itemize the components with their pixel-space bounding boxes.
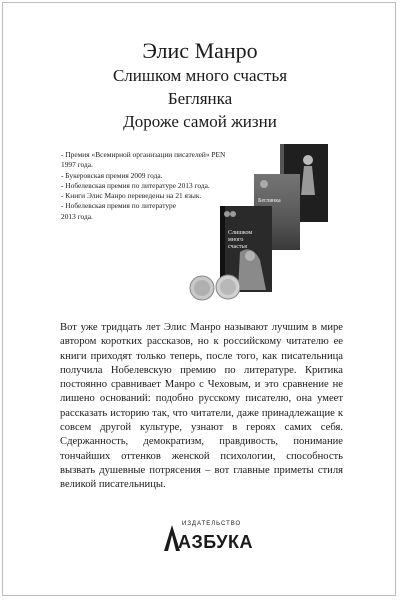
publisher-label: ИЗДАТЕЛЬСТВО bbox=[182, 521, 242, 527]
publisher-name: АЗБУКА bbox=[178, 532, 253, 552]
author-name: Элис Манро bbox=[142, 38, 258, 63]
publisher-logo bbox=[160, 521, 253, 561]
middle-cover-title: Беглянка bbox=[258, 198, 281, 204]
award-item: - Букеровская премия 2009 года. bbox=[61, 170, 163, 180]
book-title-1: Слишком много счастья bbox=[112, 66, 288, 85]
book-title-3: Дороже самой жизни bbox=[123, 112, 277, 131]
award-item: - Премия «Всемирной организации писателей» PEN 1997 года. bbox=[61, 150, 226, 170]
svg-text:много: много bbox=[228, 237, 244, 243]
book-covers-illustration bbox=[180, 140, 350, 310]
svg-text:Слишком: Слишком bbox=[228, 230, 253, 236]
award-item: - Книги Элис Манро переведены на 21 язык. bbox=[61, 191, 202, 201]
award-item: - Нобелевская премия по литературе 2013 года. bbox=[61, 180, 210, 190]
award-item: - Нобелевская премия по литературе 2013 года. bbox=[61, 201, 177, 221]
title-block bbox=[0, 38, 400, 133]
svg-text:счастья: счастья bbox=[228, 244, 248, 250]
medal-icons bbox=[190, 275, 240, 300]
book-description: Вот уже тридцать лет Элис Манро называют лучшим в мире автором коротких рассказов, но к российскому читателю ее книги приходят только теперь, после того, как писательница получила Нобелевскую премию по литературе. Критика постоянно сравнивает Манро с Чеховым, и это сравнение не лишено оснований: подобно русскому писателю, она умеет рассказать историю так, что читатели, даже принадлежащие к совсем другой культуре, узнают в героях самих себя. Сдержанность, демократизм, правдивость, понимание тончайших оттенков женской психологии, способность вызвать душевные потрясения – вот главные приметы стиля великой писательницы. bbox=[60, 322, 343, 491]
book-title-2: Беглянка bbox=[167, 89, 233, 108]
